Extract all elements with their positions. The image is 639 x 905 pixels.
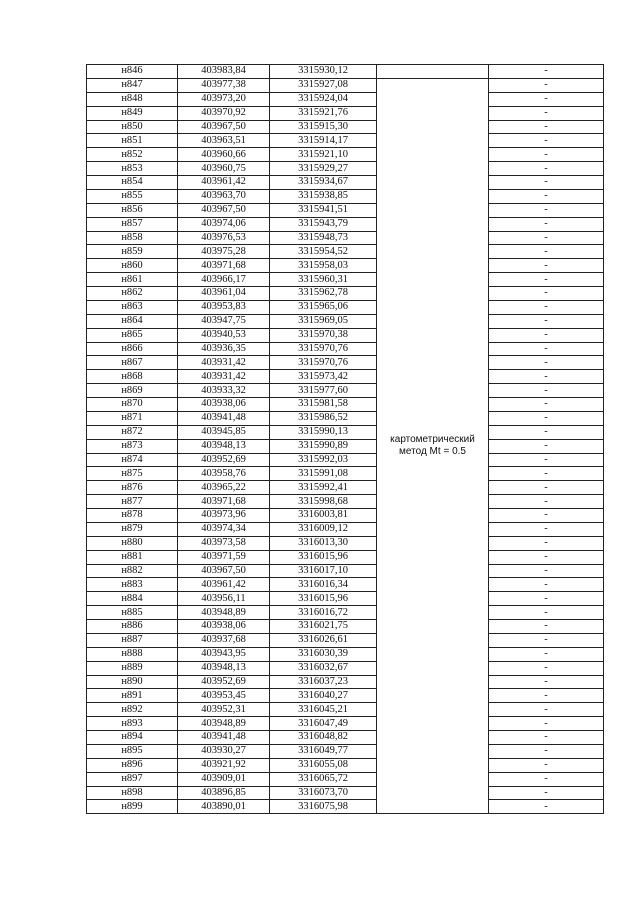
extra-value-cell: - xyxy=(489,411,604,425)
point-number-cell: н856 xyxy=(87,203,178,217)
y-coordinate-cell: 3315930,12 xyxy=(270,65,377,79)
x-coordinate-cell: 403948,89 xyxy=(178,717,270,731)
y-coordinate-cell: 3315934,67 xyxy=(270,176,377,190)
extra-value-cell: - xyxy=(489,259,604,273)
y-coordinate-cell: 3315954,52 xyxy=(270,245,377,259)
table-row xyxy=(87,92,604,106)
point-number-cell: н847 xyxy=(87,78,178,92)
y-coordinate-cell: 3316049,77 xyxy=(270,744,377,758)
x-coordinate-cell: 403931,42 xyxy=(178,370,270,384)
point-number-cell: н860 xyxy=(87,259,178,273)
table-row xyxy=(87,661,604,675)
y-coordinate-cell: 3315998,68 xyxy=(270,495,377,509)
y-coordinate-cell: 3315921,76 xyxy=(270,106,377,120)
x-coordinate-cell: 403974,34 xyxy=(178,522,270,536)
table-row xyxy=(87,592,604,606)
point-number-cell: н886 xyxy=(87,620,178,634)
y-coordinate-cell: 3315977,60 xyxy=(270,384,377,398)
y-coordinate-cell: 3315941,51 xyxy=(270,203,377,217)
y-coordinate-cell: 3316055,08 xyxy=(270,758,377,772)
table-row xyxy=(87,509,604,523)
extra-value-cell: - xyxy=(489,203,604,217)
table-row xyxy=(87,495,604,509)
table-row xyxy=(87,231,604,245)
extra-value-cell: - xyxy=(489,314,604,328)
table-row xyxy=(87,481,604,495)
point-number-cell: н897 xyxy=(87,772,178,786)
point-number-cell: н851 xyxy=(87,134,178,148)
point-number-cell: н898 xyxy=(87,786,178,800)
point-number-cell: н869 xyxy=(87,384,178,398)
point-number-cell: н880 xyxy=(87,536,178,550)
extra-value-cell: - xyxy=(489,106,604,120)
y-coordinate-cell: 3315990,89 xyxy=(270,439,377,453)
table-row xyxy=(87,65,604,79)
y-coordinate-cell: 3316009,12 xyxy=(270,522,377,536)
point-number-cell: н889 xyxy=(87,661,178,675)
table-row xyxy=(87,772,604,786)
y-coordinate-cell: 3315986,52 xyxy=(270,411,377,425)
point-number-cell: н859 xyxy=(87,245,178,259)
extra-value-cell: - xyxy=(489,703,604,717)
extra-value-cell: - xyxy=(489,78,604,92)
table-row xyxy=(87,245,604,259)
table-row xyxy=(87,647,604,661)
table-row xyxy=(87,786,604,800)
table-row xyxy=(87,411,604,425)
extra-value-cell: - xyxy=(489,176,604,190)
table-row xyxy=(87,564,604,578)
table-row xyxy=(87,287,604,301)
x-coordinate-cell: 403960,66 xyxy=(178,148,270,162)
x-coordinate-cell: 403953,45 xyxy=(178,689,270,703)
x-coordinate-cell: 403953,83 xyxy=(178,300,270,314)
extra-value-cell: - xyxy=(489,148,604,162)
x-coordinate-cell: 403937,68 xyxy=(178,633,270,647)
x-coordinate-cell: 403966,17 xyxy=(178,273,270,287)
point-number-cell: н876 xyxy=(87,481,178,495)
table-row xyxy=(87,731,604,745)
extra-value-cell: - xyxy=(489,384,604,398)
table-row xyxy=(87,217,604,231)
x-coordinate-cell: 403896,85 xyxy=(178,786,270,800)
x-coordinate-cell: 403945,85 xyxy=(178,425,270,439)
x-coordinate-cell: 403947,75 xyxy=(178,314,270,328)
point-number-cell: н862 xyxy=(87,287,178,301)
y-coordinate-cell: 3315969,05 xyxy=(270,314,377,328)
y-coordinate-cell: 3316075,98 xyxy=(270,800,377,814)
table-row xyxy=(87,578,604,592)
x-coordinate-cell: 403973,58 xyxy=(178,536,270,550)
x-coordinate-cell: 403931,42 xyxy=(178,356,270,370)
y-coordinate-cell: 3316017,10 xyxy=(270,564,377,578)
table-row xyxy=(87,300,604,314)
y-coordinate-cell: 3315981,58 xyxy=(270,398,377,412)
x-coordinate-cell: 403967,50 xyxy=(178,203,270,217)
extra-value-cell: - xyxy=(489,273,604,287)
point-number-cell: н890 xyxy=(87,675,178,689)
table-row xyxy=(87,522,604,536)
extra-value-cell: - xyxy=(489,536,604,550)
y-coordinate-cell: 3316015,96 xyxy=(270,592,377,606)
y-coordinate-cell: 3316016,72 xyxy=(270,606,377,620)
y-coordinate-cell: 3315960,31 xyxy=(270,273,377,287)
point-number-cell: н891 xyxy=(87,689,178,703)
y-coordinate-cell: 3316013,30 xyxy=(270,536,377,550)
y-coordinate-cell: 3316030,39 xyxy=(270,647,377,661)
x-coordinate-cell: 403973,96 xyxy=(178,509,270,523)
extra-value-cell: - xyxy=(489,578,604,592)
extra-value-cell: - xyxy=(489,342,604,356)
x-coordinate-cell: 403961,42 xyxy=(178,176,270,190)
y-coordinate-cell: 3316015,96 xyxy=(270,550,377,564)
x-coordinate-cell: 403963,70 xyxy=(178,189,270,203)
extra-value-cell: - xyxy=(489,467,604,481)
x-coordinate-cell: 403921,92 xyxy=(178,758,270,772)
table-row xyxy=(87,176,604,190)
x-coordinate-cell: 403963,51 xyxy=(178,134,270,148)
point-number-cell: н899 xyxy=(87,800,178,814)
y-coordinate-cell: 3315992,41 xyxy=(270,481,377,495)
extra-value-cell: - xyxy=(489,65,604,79)
table-row xyxy=(87,106,604,120)
point-number-cell: н873 xyxy=(87,439,178,453)
point-number-cell: н878 xyxy=(87,509,178,523)
y-coordinate-cell: 3315924,04 xyxy=(270,92,377,106)
table-row xyxy=(87,342,604,356)
extra-value-cell: - xyxy=(489,398,604,412)
x-coordinate-cell: 403971,68 xyxy=(178,495,270,509)
x-coordinate-cell: 403941,48 xyxy=(178,731,270,745)
point-number-cell: н852 xyxy=(87,148,178,162)
point-number-cell: н875 xyxy=(87,467,178,481)
x-coordinate-cell: 403977,38 xyxy=(178,78,270,92)
y-coordinate-cell: 3315938,85 xyxy=(270,189,377,203)
point-number-cell: н849 xyxy=(87,106,178,120)
table-row xyxy=(87,536,604,550)
table-row xyxy=(87,453,604,467)
extra-value-cell: - xyxy=(489,564,604,578)
x-coordinate-cell: 403983,84 xyxy=(178,65,270,79)
x-coordinate-cell: 403948,13 xyxy=(178,439,270,453)
y-coordinate-cell: 3315921,10 xyxy=(270,148,377,162)
x-coordinate-cell: 403975,28 xyxy=(178,245,270,259)
table-row xyxy=(87,203,604,217)
table-row xyxy=(87,717,604,731)
point-number-cell: н893 xyxy=(87,717,178,731)
x-coordinate-cell: 403958,76 xyxy=(178,467,270,481)
extra-value-cell: - xyxy=(489,162,604,176)
table-row xyxy=(87,439,604,453)
y-coordinate-cell: 3316026,61 xyxy=(270,633,377,647)
y-coordinate-cell: 3315914,17 xyxy=(270,134,377,148)
extra-value-cell: - xyxy=(489,189,604,203)
x-coordinate-cell: 403948,13 xyxy=(178,661,270,675)
extra-value-cell: - xyxy=(489,675,604,689)
y-coordinate-cell: 3315948,73 xyxy=(270,231,377,245)
table-row xyxy=(87,273,604,287)
coordinates-table xyxy=(86,64,604,814)
x-coordinate-cell: 403938,06 xyxy=(178,398,270,412)
point-number-cell: н888 xyxy=(87,647,178,661)
y-coordinate-cell: 3316047,49 xyxy=(270,717,377,731)
point-number-cell: н861 xyxy=(87,273,178,287)
x-coordinate-cell: 403967,50 xyxy=(178,120,270,134)
extra-value-cell: - xyxy=(489,495,604,509)
extra-value-cell: - xyxy=(489,758,604,772)
extra-value-cell: - xyxy=(489,134,604,148)
point-number-cell: н885 xyxy=(87,606,178,620)
point-number-cell: н874 xyxy=(87,453,178,467)
x-coordinate-cell: 403941,48 xyxy=(178,411,270,425)
y-coordinate-cell: 3315970,76 xyxy=(270,356,377,370)
y-coordinate-cell: 3316021,75 xyxy=(270,620,377,634)
extra-value-cell: - xyxy=(489,689,604,703)
extra-value-cell: - xyxy=(489,245,604,259)
extra-value-cell: - xyxy=(489,717,604,731)
extra-value-cell: - xyxy=(489,772,604,786)
y-coordinate-cell: 3315970,38 xyxy=(270,328,377,342)
point-number-cell: н879 xyxy=(87,522,178,536)
extra-value-cell: - xyxy=(489,550,604,564)
point-number-cell: н854 xyxy=(87,176,178,190)
extra-value-cell: - xyxy=(489,92,604,106)
y-coordinate-cell: 3315962,78 xyxy=(270,287,377,301)
extra-value-cell: - xyxy=(489,328,604,342)
table-row xyxy=(87,633,604,647)
extra-value-cell: - xyxy=(489,786,604,800)
extra-value-cell: - xyxy=(489,287,604,301)
x-coordinate-cell: 403970,92 xyxy=(178,106,270,120)
y-coordinate-cell: 3316032,67 xyxy=(270,661,377,675)
x-coordinate-cell: 403933,32 xyxy=(178,384,270,398)
x-coordinate-cell: 403974,06 xyxy=(178,217,270,231)
extra-value-cell: - xyxy=(489,744,604,758)
point-number-cell: н887 xyxy=(87,633,178,647)
extra-value-cell: - xyxy=(489,425,604,439)
table-row xyxy=(87,356,604,370)
extra-value-cell: - xyxy=(489,509,604,523)
table-row xyxy=(87,758,604,772)
table-row xyxy=(87,120,604,134)
method-cell xyxy=(377,65,489,79)
y-coordinate-cell: 3315943,79 xyxy=(270,217,377,231)
point-number-cell: н853 xyxy=(87,162,178,176)
method-cell xyxy=(377,78,489,813)
y-coordinate-cell: 3316037,23 xyxy=(270,675,377,689)
extra-value-cell: - xyxy=(489,300,604,314)
point-number-cell: н892 xyxy=(87,703,178,717)
extra-value-cell: - xyxy=(489,453,604,467)
table-row xyxy=(87,134,604,148)
point-number-cell: н846 xyxy=(87,65,178,79)
extra-value-cell: - xyxy=(489,592,604,606)
x-coordinate-cell: 403961,42 xyxy=(178,578,270,592)
y-coordinate-cell: 3315973,42 xyxy=(270,370,377,384)
extra-value-cell: - xyxy=(489,731,604,745)
table-row xyxy=(87,189,604,203)
x-coordinate-cell: 403965,22 xyxy=(178,481,270,495)
point-number-cell: н882 xyxy=(87,564,178,578)
extra-value-cell: - xyxy=(489,800,604,814)
extra-value-cell: - xyxy=(489,620,604,634)
y-coordinate-cell: 3315915,30 xyxy=(270,120,377,134)
table-row xyxy=(87,703,604,717)
table-row xyxy=(87,606,604,620)
point-number-cell: н883 xyxy=(87,578,178,592)
y-coordinate-cell: 3315965,06 xyxy=(270,300,377,314)
y-coordinate-cell: 3315992,03 xyxy=(270,453,377,467)
point-number-cell: н848 xyxy=(87,92,178,106)
table-row xyxy=(87,689,604,703)
point-number-cell: н864 xyxy=(87,314,178,328)
x-coordinate-cell: 403956,11 xyxy=(178,592,270,606)
extra-value-cell: - xyxy=(489,633,604,647)
extra-value-cell: - xyxy=(489,522,604,536)
table-row xyxy=(87,370,604,384)
table-row xyxy=(87,384,604,398)
table-row xyxy=(87,620,604,634)
point-number-cell: н894 xyxy=(87,731,178,745)
y-coordinate-cell: 3315991,08 xyxy=(270,467,377,481)
x-coordinate-cell: 403938,06 xyxy=(178,620,270,634)
x-coordinate-cell: 403952,69 xyxy=(178,453,270,467)
extra-value-cell: - xyxy=(489,606,604,620)
point-number-cell: н877 xyxy=(87,495,178,509)
extra-value-cell: - xyxy=(489,120,604,134)
method-label-line1: картометрический xyxy=(390,434,475,446)
y-coordinate-cell: 3315929,27 xyxy=(270,162,377,176)
table-row xyxy=(87,744,604,758)
point-number-cell: н857 xyxy=(87,217,178,231)
y-coordinate-cell: 3316016,34 xyxy=(270,578,377,592)
x-coordinate-cell: 403952,69 xyxy=(178,675,270,689)
point-number-cell: н870 xyxy=(87,398,178,412)
y-coordinate-cell: 3316048,82 xyxy=(270,731,377,745)
extra-value-cell: - xyxy=(489,231,604,245)
table-row xyxy=(87,800,604,814)
table-row xyxy=(87,467,604,481)
x-coordinate-cell: 403930,27 xyxy=(178,744,270,758)
point-number-cell: н872 xyxy=(87,425,178,439)
x-coordinate-cell: 403890,01 xyxy=(178,800,270,814)
point-number-cell: н863 xyxy=(87,300,178,314)
y-coordinate-cell: 3315927,08 xyxy=(270,78,377,92)
x-coordinate-cell: 403936,35 xyxy=(178,342,270,356)
extra-value-cell: - xyxy=(489,439,604,453)
extra-value-cell: - xyxy=(489,370,604,384)
x-coordinate-cell: 403971,59 xyxy=(178,550,270,564)
table-row xyxy=(87,425,604,439)
table-row xyxy=(87,675,604,689)
extra-value-cell: - xyxy=(489,481,604,495)
x-coordinate-cell: 403940,53 xyxy=(178,328,270,342)
x-coordinate-cell: 403971,68 xyxy=(178,259,270,273)
y-coordinate-cell: 3315990,13 xyxy=(270,425,377,439)
table-row xyxy=(87,314,604,328)
table-row xyxy=(87,259,604,273)
x-coordinate-cell: 403943,95 xyxy=(178,647,270,661)
point-number-cell: н895 xyxy=(87,744,178,758)
x-coordinate-cell: 403961,04 xyxy=(178,287,270,301)
point-number-cell: н866 xyxy=(87,342,178,356)
table-row xyxy=(87,162,604,176)
x-coordinate-cell: 403948,89 xyxy=(178,606,270,620)
point-number-cell: н881 xyxy=(87,550,178,564)
table-row xyxy=(87,328,604,342)
method-label-line2: метод Mt = 0.5 xyxy=(399,446,466,458)
point-number-cell: н865 xyxy=(87,328,178,342)
x-coordinate-cell: 403952,31 xyxy=(178,703,270,717)
point-number-cell: н858 xyxy=(87,231,178,245)
extra-value-cell: - xyxy=(489,217,604,231)
y-coordinate-cell: 3316045,21 xyxy=(270,703,377,717)
point-number-cell: н871 xyxy=(87,411,178,425)
extra-value-cell: - xyxy=(489,647,604,661)
table-row xyxy=(87,550,604,564)
x-coordinate-cell: 403960,75 xyxy=(178,162,270,176)
y-coordinate-cell: 3315958,03 xyxy=(270,259,377,273)
y-coordinate-cell: 3316065,72 xyxy=(270,772,377,786)
table-row xyxy=(87,78,604,92)
point-number-cell: н868 xyxy=(87,370,178,384)
x-coordinate-cell: 403909,01 xyxy=(178,772,270,786)
coordinates-table-body xyxy=(87,65,604,814)
x-coordinate-cell: 403967,50 xyxy=(178,564,270,578)
y-coordinate-cell: 3316040,27 xyxy=(270,689,377,703)
point-number-cell: н867 xyxy=(87,356,178,370)
point-number-cell: н896 xyxy=(87,758,178,772)
extra-value-cell: - xyxy=(489,356,604,370)
extra-value-cell: - xyxy=(489,661,604,675)
y-coordinate-cell: 3315970,76 xyxy=(270,342,377,356)
point-number-cell: н855 xyxy=(87,189,178,203)
y-coordinate-cell: 3316073,70 xyxy=(270,786,377,800)
point-number-cell: н850 xyxy=(87,120,178,134)
table-row xyxy=(87,148,604,162)
table-row xyxy=(87,398,604,412)
x-coordinate-cell: 403973,20 xyxy=(178,92,270,106)
point-number-cell: н884 xyxy=(87,592,178,606)
y-coordinate-cell: 3316003,81 xyxy=(270,509,377,523)
x-coordinate-cell: 403976,53 xyxy=(178,231,270,245)
